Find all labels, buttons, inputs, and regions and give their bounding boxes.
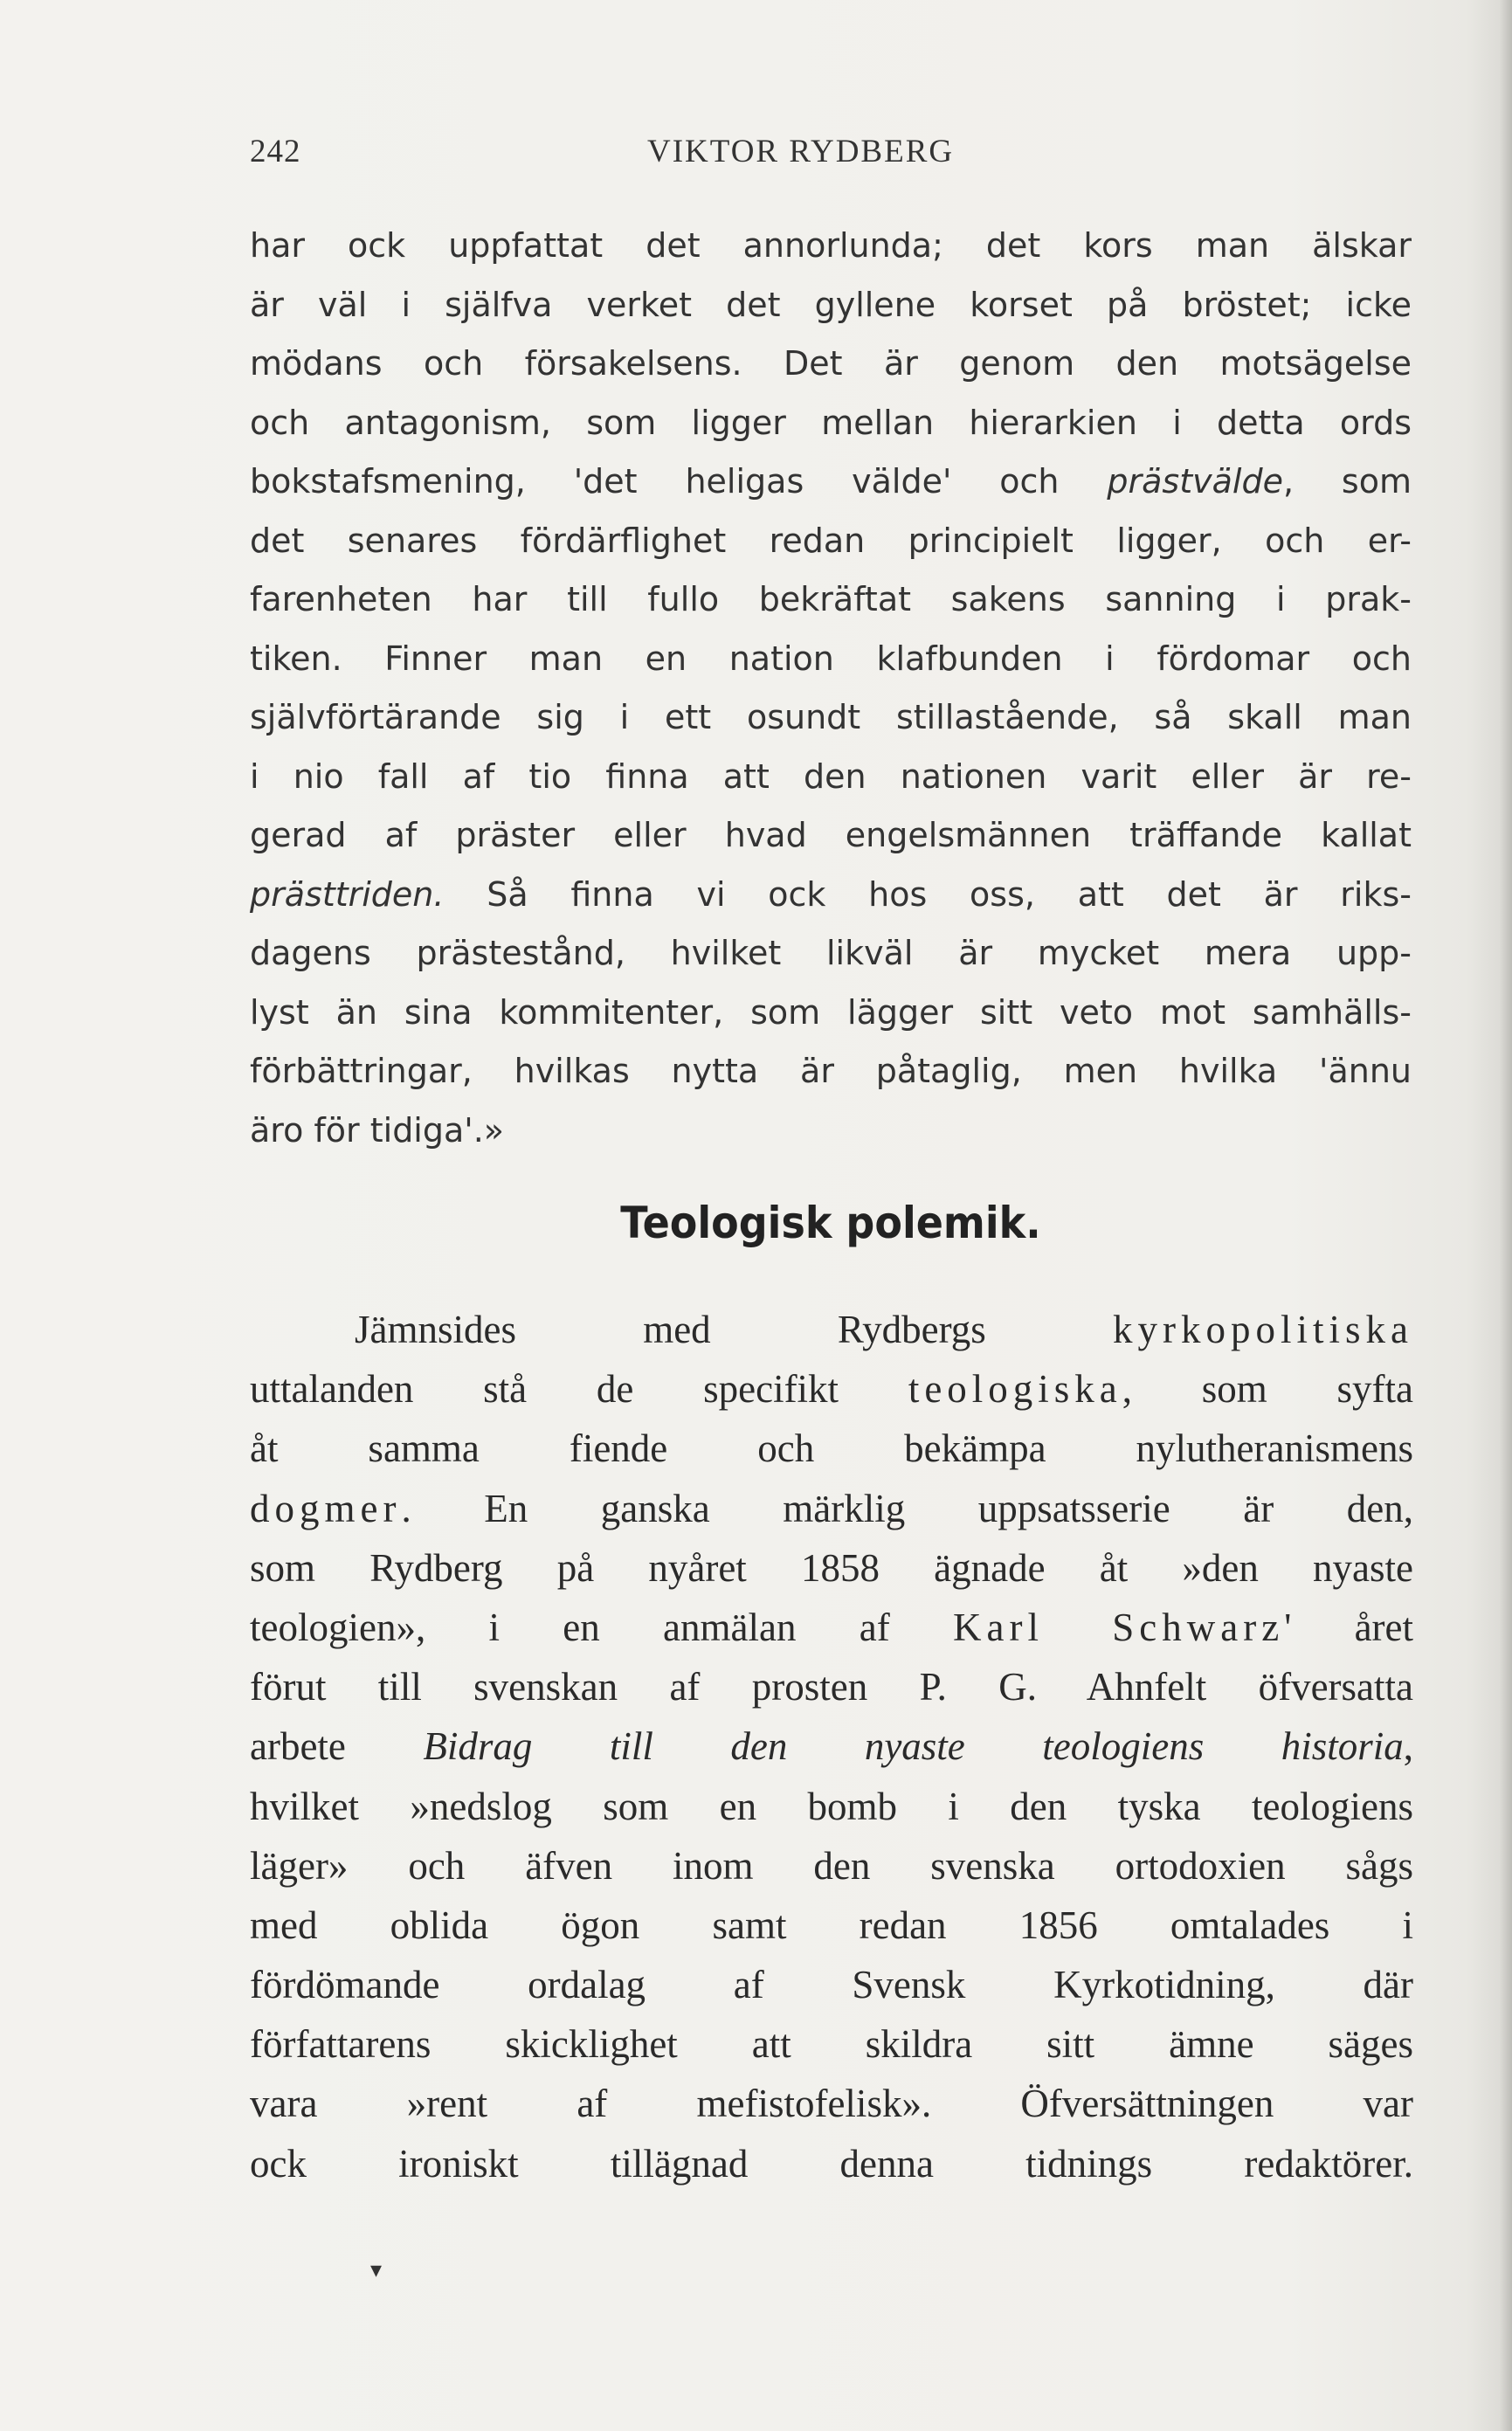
- text-line: förbättringar, hvilkas nytta är påtaglig, men hvilka 'ännu: [250, 1052, 1412, 1090]
- text-fragment: uttalanden stå de specifikt: [250, 1367, 908, 1412]
- text-line: självförtärande sig i ett osundt stillastående, så skall man: [250, 698, 1412, 736]
- text-line: [250, 1716, 1413, 1776]
- text-fragment: , som syfta: [1122, 1367, 1413, 1412]
- text-line: med oblida ögon samt redan 1856 omtalades i: [250, 1903, 1413, 1947]
- text-line: hvilket »nedslog som en bomb i den tyska teologiens: [250, 1784, 1413, 1828]
- section-heading: Teologisk polemik.: [620, 1198, 1041, 1248]
- italic-term: prästtriden.: [250, 874, 445, 914]
- text-line: [250, 866, 1412, 925]
- text-line: i nio fall af tio finna att den nationen varit eller är re-: [250, 756, 1412, 796]
- text-fragment: ,: [1403, 1724, 1413, 1769]
- body-paragraph: [250, 1300, 1413, 2193]
- text-line: och antagonism, som ligger mellan hierarkien i detta ords: [250, 403, 1412, 442]
- spaced-term: teologiska: [908, 1367, 1122, 1412]
- text-line: författarens skicklighet att skildra sitt ämne säges: [250, 2022, 1413, 2067]
- text-fragment: teologien», i en anmälan af: [250, 1605, 953, 1649]
- page-edge: [1500, 0, 1512, 2431]
- italic-title: Bidrag till den nyaste teologiens historia: [423, 1724, 1404, 1769]
- text-line: [250, 1359, 1413, 1419]
- text-fragment: ' året: [1284, 1605, 1414, 1649]
- text-line: ock ironiskt tillägnad denna tidnings redaktörer.: [250, 2141, 1413, 2186]
- text-fragment: . En ganska märklig uppsatsserie är den,: [401, 1486, 1413, 1530]
- text-fragment: Jämnsides med Rydbergs: [355, 1308, 1114, 1351]
- text-line: vara »rent af mefistofelisk». Öfversättningen var: [250, 2082, 1413, 2126]
- text-line: gerad af präster eller hvad engelsmännen träffande kallat: [250, 816, 1412, 854]
- stray-print-mark: ▾: [370, 2257, 383, 2283]
- text-line: är väl i själfva verket det gyllene korset på bröstet; icke: [250, 285, 1412, 324]
- italic-term: prästvälde: [1107, 462, 1283, 501]
- text-fragment: bokstafsmening, 'det heligas välde' och: [250, 462, 1108, 501]
- text-line: förut till svenskan af prosten P. G. Ahnfelt öfversatta: [250, 1665, 1413, 1709]
- text-line: dagens prästestånd, hvilket likväl är mycket mera upp-: [250, 934, 1412, 972]
- text-line: [250, 1479, 1413, 1538]
- text-line: [250, 1300, 1413, 1359]
- quoted-passage: [250, 217, 1412, 1160]
- text-line: [250, 1598, 1413, 1657]
- spaced-term: kyrkopolitiska: [1113, 1308, 1413, 1351]
- spaced-term: dogmer: [250, 1486, 402, 1530]
- text-line: äro för tidiga'.»: [250, 1110, 505, 1150]
- text-line: läger» och äfven inom den svenska ortodoxien sågs: [250, 1843, 1413, 1888]
- text-line: tiken. Finner man en nation klafbunden i fördomar och: [250, 639, 1412, 678]
- running-head: [250, 133, 1412, 176]
- text-line: har ock uppfattat det annorlunda; det kors man älskar: [250, 226, 1412, 265]
- text-line: det senares fördärflighet redan principielt ligger, och er-: [250, 521, 1412, 560]
- text-line: lyst än sina kommitenter, som lägger sitt veto mot samhälls-: [250, 992, 1412, 1032]
- text-line: farenheten har till fullo bekräftat sakens sanning i prak-: [250, 580, 1412, 618]
- spaced-term: Karl Schwarz: [953, 1605, 1285, 1649]
- text-line: åt samma fiende och bekämpa nylutheranismens: [250, 1426, 1413, 1471]
- text-fragment: Så finna vi ock hos oss, att det är riks-: [444, 874, 1412, 914]
- text-fragment: arbete: [250, 1724, 424, 1769]
- text-line: fördömande ordalag af Svensk Kyrkotidning, där: [250, 1963, 1413, 2007]
- page-number: 242: [250, 134, 301, 169]
- text-line: mödans och försakelsens. Det är genom den motsägelse: [250, 344, 1412, 383]
- text-line: [250, 452, 1412, 512]
- running-head-author: VIKTOR RYDBERG: [647, 134, 955, 169]
- text-fragment: , som: [1282, 462, 1412, 501]
- text-line: som Rydberg på nyåret 1858 ägnade åt »den nyaste: [250, 1545, 1413, 1590]
